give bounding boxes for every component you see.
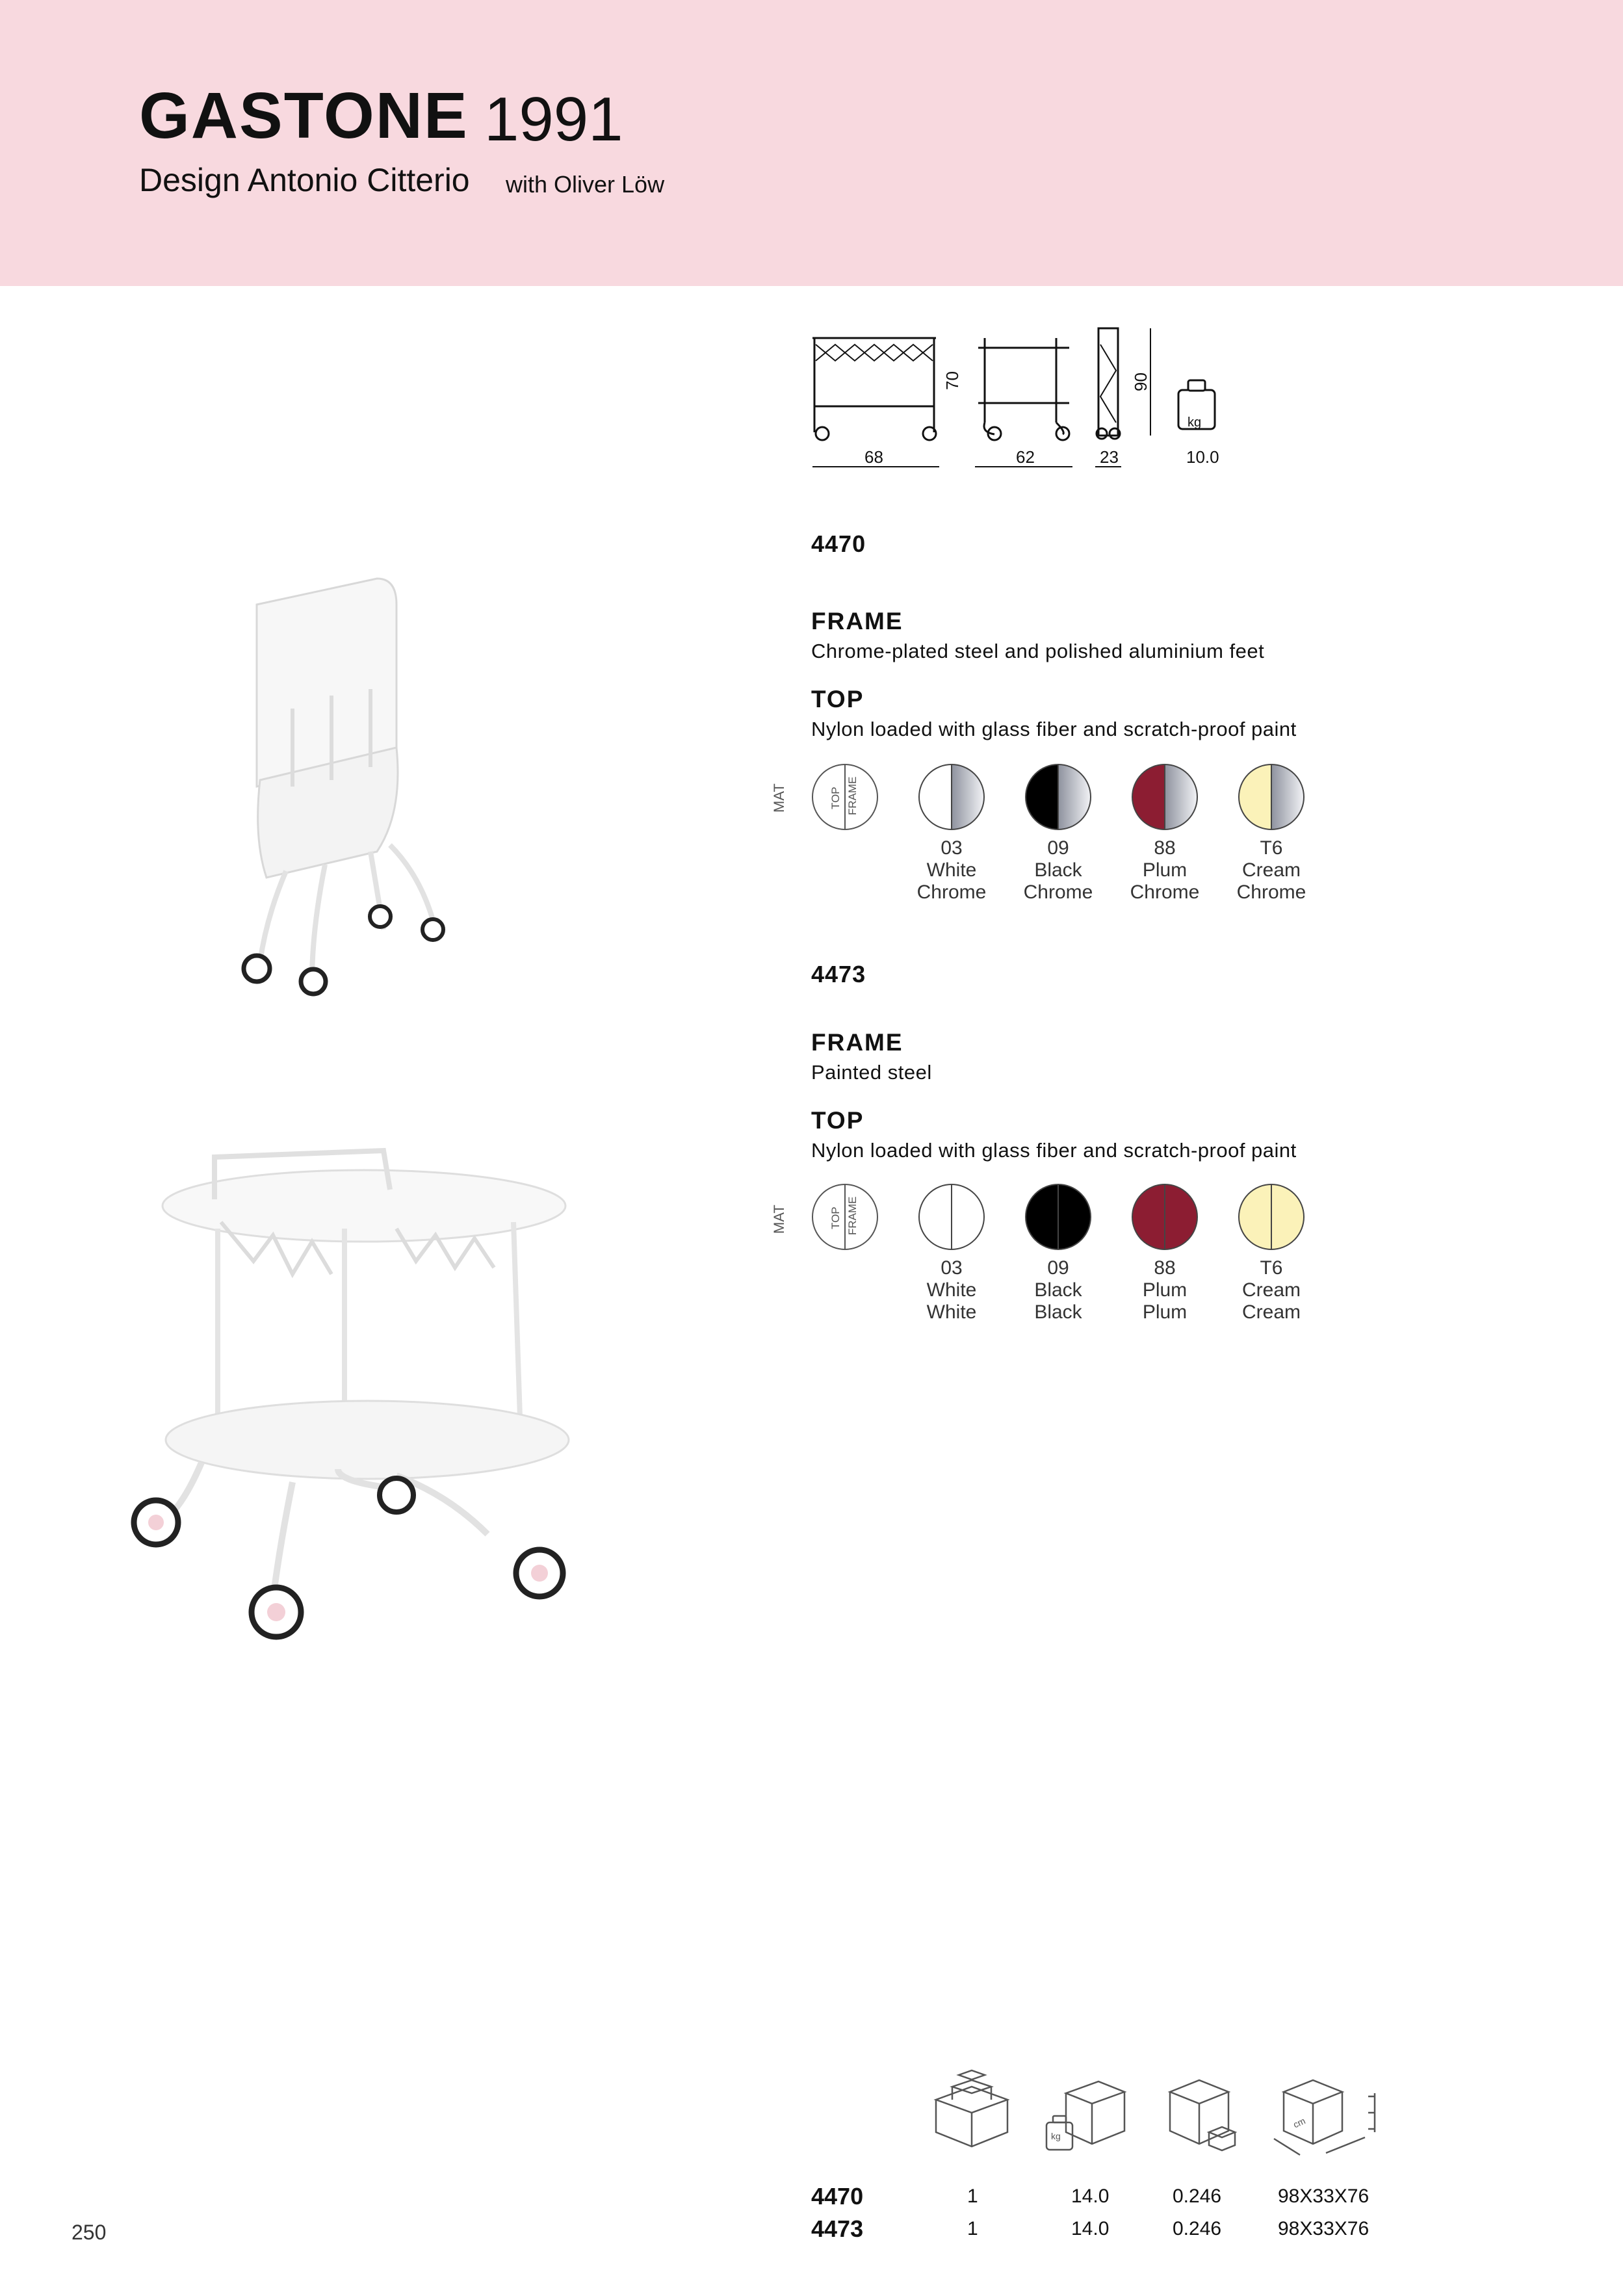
packaging-dimensions: 98X33X76	[1278, 2218, 1370, 2239]
swatch-frame-color: Chrome	[1130, 881, 1200, 903]
material-label: MAT	[771, 783, 787, 813]
swatch-code: 88	[1154, 837, 1176, 859]
open-trolley-image	[123, 1144, 578, 1651]
swatch-frame-color: Black	[1034, 1301, 1082, 1323]
packaging-quantity: 1	[967, 2218, 978, 2239]
legend-top-label: TOP	[829, 1207, 842, 1229]
box-dimensions-icon	[1274, 2080, 1375, 2155]
color-swatch	[1131, 763, 1199, 831]
dimension-height-closed: 70	[942, 371, 962, 390]
material-label: MAT	[771, 1205, 787, 1234]
swatch-top-color: Cream	[1241, 859, 1301, 881]
swatch-code: T6	[1260, 1257, 1283, 1279]
packaging-code: 4470	[811, 2183, 864, 2210]
swatch-code: 03	[941, 1257, 963, 1279]
folded-view-drawing	[1095, 328, 1150, 467]
box-quantity-icon	[936, 2070, 1007, 2146]
color-swatch	[918, 1183, 985, 1251]
swatch-code: 88	[1154, 1257, 1176, 1279]
swatch-frame-color: Chrome	[1023, 881, 1093, 903]
frame-label: FRAME	[811, 1029, 903, 1056]
frame-label: FRAME	[811, 608, 903, 634]
packaging-dimensions: 98X33X76	[1278, 2185, 1370, 2207]
swatch-frame-color: Cream	[1241, 1301, 1301, 1323]
dimension-folded-depth: 23	[1100, 447, 1119, 467]
product-year: 1991	[484, 85, 623, 154]
packaging-volume: 0.246	[1173, 2218, 1222, 2239]
dimension-length: 68	[864, 447, 883, 467]
swatch-frame-color: Chrome	[916, 881, 987, 903]
color-swatch	[918, 763, 985, 831]
swatch-top-color: Plum	[1142, 859, 1188, 881]
packaging-weight: 14.0	[1071, 2218, 1110, 2239]
dimension-weight: 10.0	[1186, 447, 1219, 467]
weight-unit: kg	[1188, 415, 1202, 430]
packaging-code: 4473	[811, 2215, 864, 2242]
legend-frame-label: FRAME	[846, 776, 859, 815]
weight-unit-label: kg	[1051, 2131, 1061, 2141]
swatch-frame-color: Chrome	[1236, 881, 1306, 903]
material-legend	[811, 763, 879, 831]
frame-description: Chrome-plated steel and polished aluminium feet	[811, 640, 1265, 662]
swatch-top-color: Plum	[1142, 1279, 1188, 1301]
material-legend	[811, 1183, 879, 1251]
legend-top-label: TOP	[829, 787, 842, 809]
coauthor-name: with Oliver Löw	[506, 171, 665, 198]
product-code: 4473	[811, 961, 866, 987]
designer-name: Design Antonio Citterio	[139, 162, 470, 198]
swatch-top-color: Black	[1034, 859, 1082, 881]
legend-frame-label: FRAME	[846, 1196, 859, 1235]
swatch-frame-color: Plum	[1142, 1301, 1188, 1323]
dimension-width: 62	[1016, 447, 1035, 467]
swatch-code: 09	[1047, 1257, 1069, 1279]
color-swatch	[1238, 1183, 1305, 1251]
top-description: Nylon loaded with glass fiber and scratch-proof paint	[811, 718, 1297, 740]
packaging-weight: 14.0	[1071, 2185, 1110, 2207]
color-swatch	[1024, 1183, 1092, 1251]
swatch-top-color: White	[926, 859, 977, 881]
swatch-top-color: Black	[1034, 1279, 1082, 1301]
swatch-top-color: White	[926, 1279, 977, 1301]
color-swatch	[1238, 763, 1305, 831]
box-volume-icon	[1170, 2080, 1235, 2150]
product-title: GASTONE	[139, 79, 469, 152]
swatch-code: 09	[1047, 837, 1069, 859]
frame-description: Painted steel	[811, 1061, 932, 1084]
color-swatch	[1131, 1183, 1199, 1251]
packaging-volume: 0.246	[1173, 2185, 1222, 2207]
dimension-height-open: 90	[1131, 372, 1150, 391]
page-number: 250	[71, 2221, 107, 2244]
folded-trolley-image	[227, 566, 487, 1008]
packaging-icons	[923, 2067, 1391, 2158]
top-description: Nylon loaded with glass fiber and scratch-proof paint	[811, 1139, 1297, 1162]
dimensions-unit-label: cm	[1292, 2115, 1307, 2130]
swatch-code: T6	[1260, 837, 1283, 859]
swatch-top-color: Cream	[1241, 1279, 1301, 1301]
swatch-frame-color: White	[926, 1301, 977, 1323]
top-label: TOP	[811, 1107, 864, 1134]
swatch-code: 03	[941, 837, 963, 859]
packaging-quantity: 1	[967, 2185, 978, 2207]
color-swatch	[1024, 763, 1092, 831]
product-code: 4470	[811, 530, 866, 557]
top-label: TOP	[811, 686, 864, 712]
